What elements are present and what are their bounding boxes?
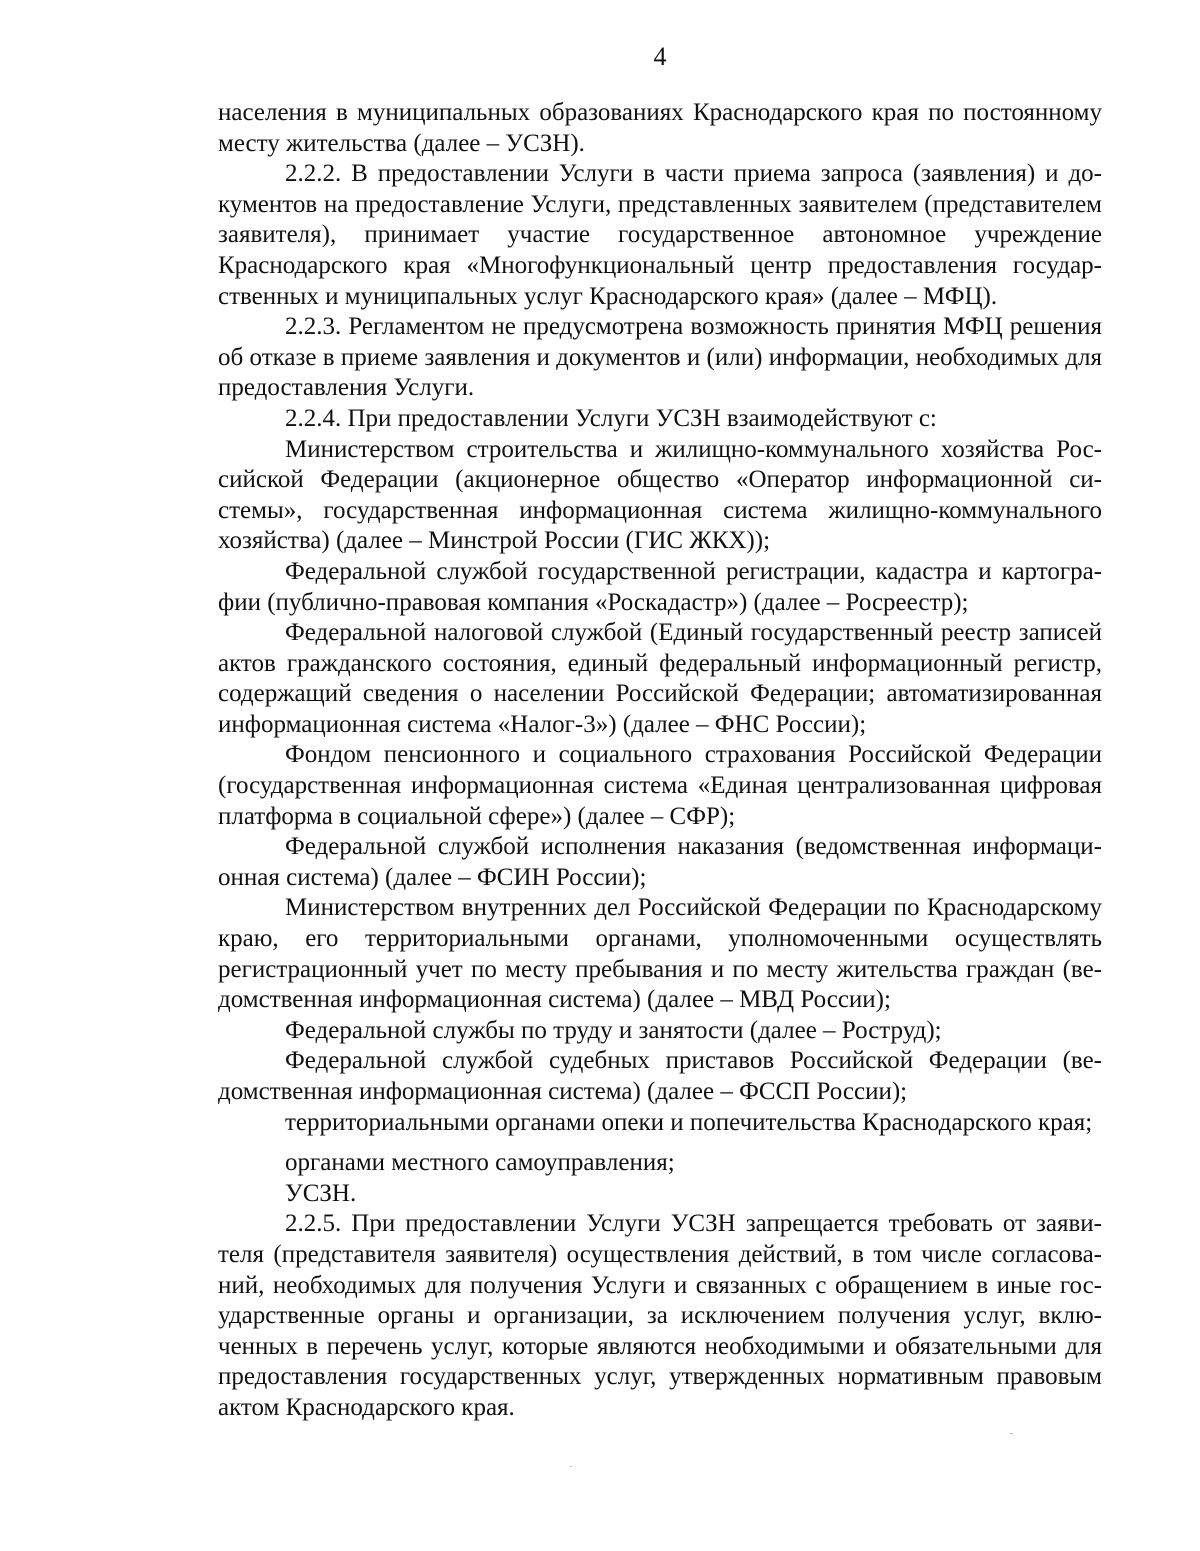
list-item-sfr: Фондом пенсионного и социального страхования Российской Федерации (государственная информационная система «Единая централизованная цифровая платформа в социальной сфере») (далее – СФР); [218, 741, 1102, 830]
list-item-minstroy: Министерством строительства и жилищно-коммунального хозяйства Российской Федерации (акционерное общество «Оператор информационной системы», государственная информационная система жилищно-коммунального хозяйства) (далее – Минстрой России (ГИС ЖКХ)); [218, 435, 1102, 555]
paragraph-2-2-5: 2.2.5. При предоставлении Услуги УСЗН запрещается требовать от заявителя (представителя заявителя) осуществления действий, в том числе согласований, необходимых для получения Услуги и связанных с обращением в иные государственные органы и организации, за исключением получения услуг, включенных в перечень услуг, которые являются необходимыми и обязательными для предоставления государственных услуг, утвержденных нормативным правовым актом Краснодарского края. [218, 1210, 1102, 1421]
paragraph-2-2-2: 2.2.2. В предоставлении Услуги в части приема запроса (заявления) и документов на предоставление Услуги, представленных заявителем (представителем заявителя), принимает участие государственное автономное учреждение Краснодарского края «Многофункциональный центр предоставления государственных и муниципальных услуг Краснодарского края» (далее – МФЦ). [218, 160, 1102, 310]
list-item-fns: Федеральной налоговой службой (Единый государственный реестр записей актов гражданского состояния, единый федеральный информационный регистр, содержащий сведения о населении Российской Федерации; автоматизированная информационная система «Налог-3») (далее – ФНС России); [218, 619, 1102, 738]
list-item-fsin: Федеральной службой исполнения наказания (ведомственная информационная система) (далее – ФСИН России); [218, 833, 1102, 891]
list-item-uszn: УСЗН. [285, 1179, 357, 1207]
paragraph-uszn-definition: населения в муниципальных образованиях Краснодарского края по постоянному месту жительства (далее – УСЗН). [218, 99, 1102, 157]
list-item-fssp: Федеральной службой судебных приставов Российской Федерации (ведомственная информационная система) (далее – ФССП России); [218, 1047, 1102, 1105]
list-item-guardianship: территориальными органами опеки и попечительства Краснодарского края; [285, 1108, 1093, 1136]
list-item-rostrud: Федеральной службы по труду и занятости (далее – Роструд); [285, 1016, 942, 1044]
scan-speck [1010, 1433, 1013, 1434]
document-body [218, 98, 1102, 1424]
scan-speck [570, 1466, 572, 1467]
list-item-local-government: органами местного самоуправления; [285, 1149, 675, 1177]
list-item-rosreestr: Федеральной службой государственной регистрации, кадастра и картографии (публично-правовая компания «Роскадастр») (далее – Росреестр); [218, 557, 1102, 616]
list-item-mvd: Министерством внутренних дел Российской Федерации по Краснодарскому краю, его территориальными органами, уполномоченными осуществлять регистрационный учет по месту пребывания и по месту жительства граждан (ведомственная информационная система) (далее – МВД России); [218, 894, 1102, 1014]
paragraph-2-2-4: 2.2.4. При предоставлении Услуги УСЗН взаимодействуют с: [285, 404, 937, 432]
page-number: 4 [653, 42, 667, 71]
paragraph-2-2-3: 2.2.3. Регламентом не предусмотрена возможность принятия МФЦ решения об отказе в приеме заявления и документов и (или) информации, необходимых для предоставления Услуги. [218, 313, 1102, 402]
